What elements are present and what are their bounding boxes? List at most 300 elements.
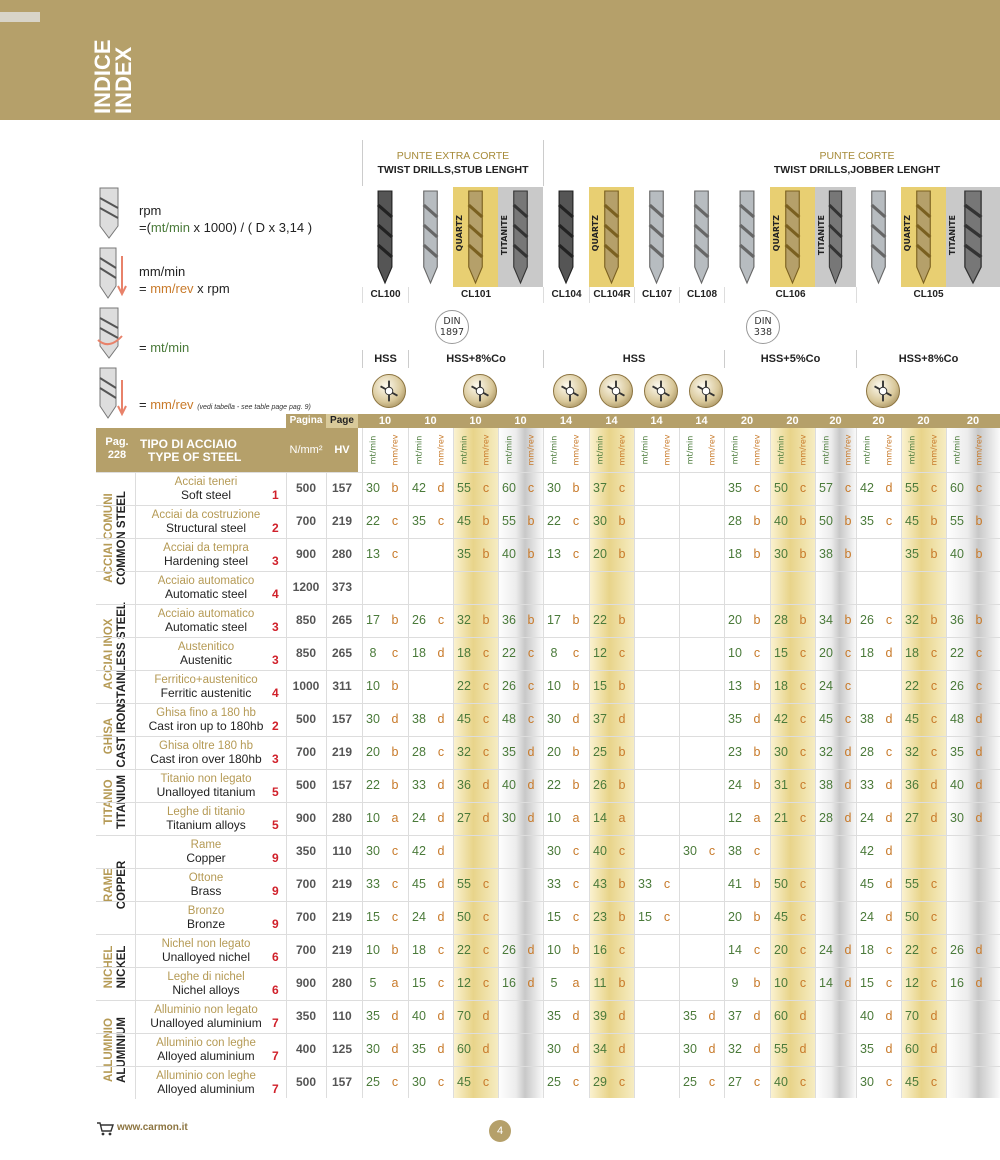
feed-letter: c (930, 943, 938, 957)
speed-cell (362, 538, 408, 571)
speed-cell (453, 769, 498, 802)
feed-letter: c (482, 712, 490, 726)
speed-value: 40 (593, 844, 607, 858)
speed-cell (498, 967, 543, 1000)
speed-cell (589, 934, 634, 967)
steel-name-it: Austenitico (177, 641, 235, 653)
feed-letter: c (930, 877, 938, 891)
feed-letter: c (437, 1075, 445, 1089)
steel-name-en: Austenitic (179, 653, 233, 667)
speed-cell (815, 703, 856, 736)
speed-value: 55 (457, 481, 471, 495)
speed-cell (856, 1066, 901, 1099)
speed-cell (901, 604, 946, 637)
speed-cell (856, 835, 901, 868)
feed-letter: c (930, 679, 938, 693)
speed-cell (770, 736, 815, 769)
page-number: 10 (469, 415, 482, 427)
speed-value: 20 (774, 943, 788, 957)
drill-image (679, 187, 724, 287)
page-number: 14 (650, 415, 663, 427)
feed-letter: c (618, 481, 626, 495)
drill-image (724, 187, 770, 287)
mtmin-subheader: mt/min (952, 435, 962, 465)
speed-value: 60 (774, 1009, 788, 1023)
feed-letter: d (437, 910, 445, 924)
speed-value: 12 (593, 646, 607, 660)
speed-value: 38 (412, 712, 426, 726)
feed-letter: c (527, 646, 535, 660)
feed-letter: d (482, 811, 490, 825)
pagina-label: Pagina (289, 415, 323, 426)
speed-cell (946, 802, 1000, 835)
feed-letter: c (618, 1075, 626, 1089)
speed-cell (453, 637, 498, 670)
speed-cell (589, 1066, 634, 1099)
speed-value: 45 (412, 877, 426, 891)
feed-letter: b (975, 514, 983, 528)
speed-value: 24 (819, 943, 833, 957)
speed-value: 27 (457, 811, 471, 825)
mtmin-subheader: mt/min (368, 435, 378, 465)
speed-value: 22 (502, 646, 516, 660)
steel-group-label: RAME COPPER (96, 835, 136, 934)
speed-cell (770, 934, 815, 967)
mtmin-subheader: mt/min (414, 435, 424, 465)
hardness-value: 110 (332, 1009, 352, 1023)
speed-value: 24 (412, 910, 426, 924)
feed-letter: d (885, 877, 893, 891)
speed-cell (543, 637, 589, 670)
code-cl105: CL105 (856, 287, 1000, 303)
speed-value: 33 (547, 877, 561, 891)
speed-value: 55 (905, 877, 919, 891)
feed-letter: d (885, 844, 893, 858)
speed-value: 55 (502, 514, 516, 528)
speed-value: 43 (593, 877, 607, 891)
speed-cell (856, 1000, 901, 1033)
speed-cell (770, 538, 815, 571)
speed-value: 23 (593, 910, 607, 924)
hardness-value: 280 (331, 547, 353, 561)
speed-cell (362, 868, 408, 901)
steel-group-label: NICHEL NICKEL (96, 934, 136, 1000)
speed-value: 13 (547, 547, 561, 561)
steel-name-en: Automatic steel (164, 587, 248, 601)
feed-letter: b (975, 547, 983, 561)
drill-tip-icon (372, 374, 406, 408)
feed-letter: c (482, 679, 490, 693)
speed-value: 32 (728, 1042, 742, 1056)
feed-letter: d (527, 745, 535, 759)
feed-letter: b (618, 514, 626, 528)
tensile-value: 700 (295, 910, 317, 924)
speed-value: 28 (860, 745, 874, 759)
feed-letter: d (482, 1009, 490, 1023)
speed-cell (856, 604, 901, 637)
speed-cell (901, 637, 946, 670)
speed-cell (856, 967, 901, 1000)
speed-cell (453, 802, 498, 835)
steel-name-it: Acciai da tempra (163, 542, 249, 554)
feed-letter: b (844, 547, 852, 561)
speed-value: 20 (728, 910, 742, 924)
feed-letter: d (527, 976, 535, 990)
speed-cell (724, 505, 770, 538)
page-number: 14 (695, 415, 708, 427)
mmrev-subheader: mm/rev (974, 434, 984, 466)
speed-cell (362, 1000, 408, 1033)
feed-letter: c (930, 481, 938, 495)
speed-value: 40 (860, 1009, 874, 1023)
steel-group-label: TITANIO TITANIUM (96, 769, 136, 835)
speed-value: 30 (593, 514, 607, 528)
speed-value: 17 (366, 613, 380, 627)
feed-letter: c (799, 679, 807, 693)
page-number: 14 (559, 415, 573, 427)
speed-cell (770, 604, 815, 637)
speed-cell (589, 769, 634, 802)
speed-value: 30 (547, 1042, 561, 1056)
feed-letter: c (799, 976, 807, 990)
table-header-hv: HV (326, 428, 358, 472)
speed-value: 60 (905, 1042, 919, 1056)
feed-letter: c (975, 481, 983, 495)
speed-value: 30 (412, 1075, 426, 1089)
feed-letter: d (391, 1009, 399, 1023)
speed-value: 32 (905, 613, 919, 627)
feed-letter: b (391, 679, 399, 693)
steel-page-ref: 3 (272, 620, 279, 634)
feed-letter: d (799, 1042, 807, 1056)
speed-cell (453, 505, 498, 538)
feed-letter: d (437, 877, 445, 891)
mmrev-subheader: mm/rev (481, 434, 491, 466)
speed-value: 50 (819, 514, 833, 528)
speed-cell (724, 769, 770, 802)
speed-cell (724, 802, 770, 835)
hardness-value: 280 (331, 811, 353, 825)
feed-letter: c (527, 712, 535, 726)
feed-letter: a (618, 811, 626, 825)
tensile-value: 500 (295, 1075, 317, 1089)
material-hss8co-1: HSS+8%Co (408, 350, 543, 368)
speed-value: 45 (457, 1075, 471, 1089)
speed-cell (362, 505, 408, 538)
speed-cell (946, 967, 1000, 1000)
speed-cell (770, 868, 815, 901)
steel-name-en: Automatic steel (164, 620, 248, 634)
feed-letter: d (527, 943, 535, 957)
speed-value: 26 (950, 679, 964, 693)
feed-letter: c (930, 1075, 938, 1089)
speed-cell (543, 1000, 589, 1033)
speed-cell (589, 604, 634, 637)
feed-letter: c (572, 514, 580, 528)
speed-cell (453, 934, 498, 967)
page-label: Page (326, 414, 358, 428)
drill-image (362, 187, 408, 287)
steel-name-en: Cast iron over 180hb (150, 752, 262, 766)
drill-tip-icon (644, 374, 678, 408)
speed-cell (453, 472, 498, 505)
drill-tip-icon (866, 374, 900, 408)
feed-letter: a (391, 811, 399, 825)
feed-letter: c (799, 811, 807, 825)
steel-page-ref: 9 (272, 917, 279, 931)
speed-cell (679, 1000, 724, 1033)
code-cl104: CL104 (543, 287, 589, 303)
speed-value: 14 (593, 811, 607, 825)
footer-website[interactable]: www.carmon.it (117, 1122, 188, 1133)
speed-value: 40 (502, 547, 516, 561)
steel-page-ref: 4 (272, 587, 279, 601)
speed-value: 36 (457, 778, 471, 792)
speed-value: 38 (860, 712, 874, 726)
speed-value: 15 (412, 976, 426, 990)
feed-letter: b (572, 481, 580, 495)
speed-cell (589, 538, 634, 571)
feed-letter: c (391, 844, 399, 858)
speed-value: 15 (547, 910, 561, 924)
speed-cell (856, 637, 901, 670)
speed-value: 33 (412, 778, 426, 792)
speed-value: 35 (547, 1009, 561, 1023)
feed-letter: c (799, 646, 807, 660)
feed-letter: d (975, 976, 983, 990)
speed-value: 33 (366, 877, 380, 891)
speed-cell (408, 1033, 453, 1066)
speed-value: 16 (593, 943, 607, 957)
table-header-nmm: N/mm² (286, 428, 326, 472)
steel-group-label: ALLUMINIO ALUMINIUM (96, 1000, 136, 1099)
speed-value: 30 (683, 844, 697, 858)
steel-name-en: Bronze (186, 917, 226, 931)
speed-cell (589, 1000, 634, 1033)
mmrev-subheader: mm/rev (707, 434, 717, 466)
speed-cell (453, 1033, 498, 1066)
code-cl107: CL107 (634, 287, 679, 303)
speed-cell (362, 670, 408, 703)
speed-value: 35 (412, 1042, 426, 1056)
feed-letter: b (844, 613, 852, 627)
speed-value: 55 (774, 1042, 788, 1056)
speed-value: 18 (860, 646, 874, 660)
speed-cell (724, 703, 770, 736)
speed-value: 50 (457, 910, 471, 924)
feed-letter: c (799, 1075, 807, 1089)
hardness-value: 157 (331, 712, 353, 726)
speed-cell (901, 967, 946, 1000)
feed-letter: c (753, 844, 761, 858)
speed-value: 9 (731, 976, 739, 990)
speed-value: 18 (412, 943, 426, 957)
speed-cell (815, 505, 856, 538)
speed-cell (453, 604, 498, 637)
feed-letter: b (572, 943, 580, 957)
feed-letter: d (437, 844, 445, 858)
speed-value: 23 (728, 745, 742, 759)
speed-value: 31 (774, 778, 788, 792)
speed-cell (724, 934, 770, 967)
feed-letter: b (482, 514, 490, 528)
speed-value: 13 (728, 679, 742, 693)
feed-letter: c (572, 1075, 580, 1089)
speed-cell (543, 505, 589, 538)
feed-letter: d (708, 1042, 716, 1056)
speed-cell (408, 604, 453, 637)
cart-icon (96, 1122, 114, 1136)
feed-letter: d (437, 778, 445, 792)
speed-value: 32 (457, 745, 471, 759)
speed-value: 22 (905, 679, 919, 693)
titanite-label: TITANITE (500, 215, 509, 256)
speed-value: 55 (457, 877, 471, 891)
speed-cell (453, 703, 498, 736)
speed-cell (856, 505, 901, 538)
feed-letter: d (844, 745, 852, 759)
drill-tip-icon (553, 374, 587, 408)
drill-image (856, 187, 901, 287)
code-cl101: CL101 (408, 287, 543, 303)
feed-letter: b (527, 613, 535, 627)
speed-value: 28 (728, 514, 742, 528)
speed-value: 15 (638, 910, 652, 924)
speed-value: 15 (774, 646, 788, 660)
feed-letter: c (753, 1075, 761, 1089)
speed-value: 42 (774, 712, 788, 726)
speed-cell (946, 538, 1000, 571)
speed-cell (408, 934, 453, 967)
hardness-value: 125 (331, 1042, 353, 1056)
speed-cell (901, 769, 946, 802)
feed-letter: d (975, 712, 983, 726)
speed-value: 40 (774, 1075, 788, 1089)
speed-value: 60 (457, 1042, 471, 1056)
feed-letter: c (437, 613, 445, 627)
mtmin-subheader: mt/min (862, 435, 872, 465)
speed-cell (946, 934, 1000, 967)
feed-letter: c (930, 712, 938, 726)
mtmin-subheader: mt/min (730, 435, 740, 465)
speed-value: 10 (366, 811, 380, 825)
speed-value: 30 (547, 481, 561, 495)
feed-letter: d (437, 481, 445, 495)
feed-letter: c (482, 745, 490, 759)
feed-letter: b (618, 778, 626, 792)
steel-name-it: Acciaio automatico (157, 608, 255, 620)
page-number: 20 (786, 415, 799, 427)
feed-letter: c (799, 877, 807, 891)
formula-mmmin: mm/min = mm/rev x rpm (139, 264, 230, 296)
speed-value: 10 (366, 679, 380, 693)
speed-cell (498, 769, 543, 802)
feed-letter: b (799, 514, 807, 528)
page-number: 14 (605, 415, 618, 427)
speed-value: 48 (502, 712, 516, 726)
speed-value: 40 (950, 547, 964, 561)
feed-letter: a (572, 976, 580, 990)
speed-cell (856, 802, 901, 835)
speed-value: 38 (819, 547, 833, 561)
tensile-value: 350 (295, 844, 317, 858)
steel-name-it: Ferritico+austenitico (154, 674, 258, 686)
speed-cell (815, 538, 856, 571)
feed-letter: b (572, 613, 580, 627)
feed-letter: c (885, 943, 893, 957)
speed-cell (901, 472, 946, 505)
speed-cell (901, 868, 946, 901)
steel-name-en: Unalloyed aluminium (150, 1016, 262, 1030)
steel-page-ref: 1 (272, 488, 279, 502)
speed-cell (453, 736, 498, 769)
speed-value: 50 (905, 910, 919, 924)
speed-cell (408, 637, 453, 670)
steel-name-it: Ottone (188, 872, 224, 884)
steel-page-ref: 6 (272, 950, 279, 964)
speed-cell (724, 472, 770, 505)
speed-cell (815, 967, 856, 1000)
speed-cell (543, 1033, 589, 1066)
feed-letter: c (391, 910, 399, 924)
feed-letter: d (885, 481, 893, 495)
feed-letter: b (618, 613, 626, 627)
speed-cell (362, 637, 408, 670)
feed-letter: c (930, 646, 938, 660)
speed-value: 32 (905, 745, 919, 759)
speed-value: 38 (728, 844, 742, 858)
speed-cell (589, 736, 634, 769)
feed-letter: c (844, 712, 852, 726)
speed-cell (408, 769, 453, 802)
tensile-value: 350 (295, 1009, 317, 1023)
steel-name-it: Ghisa oltre 180 hb (159, 740, 253, 752)
speed-value: 20 (547, 745, 561, 759)
speed-cell (770, 769, 815, 802)
feed-letter: c (391, 547, 399, 561)
speed-value: 35 (905, 547, 919, 561)
speed-value: 26 (502, 679, 516, 693)
page-number: 20 (917, 415, 930, 427)
feed-letter: b (753, 745, 761, 759)
speed-value: 42 (860, 844, 874, 858)
speed-value: 26 (860, 613, 874, 627)
feed-letter: d (799, 1009, 807, 1023)
speed-value: 26 (593, 778, 607, 792)
speed-cell (946, 472, 1000, 505)
page-number: 10 (378, 415, 392, 427)
feed-letter: b (753, 547, 761, 561)
mmrev-subheader: mm/rev (843, 434, 853, 466)
steel-page-ref: 5 (272, 818, 279, 832)
hardness-value: 157 (331, 481, 353, 495)
drill-feed-icon (96, 246, 128, 304)
speed-cell (770, 703, 815, 736)
feed-letter: c (930, 976, 938, 990)
feed-letter: d (975, 745, 983, 759)
speed-cell (724, 637, 770, 670)
speed-cell (543, 934, 589, 967)
mtmin-subheader: mt/min (640, 435, 650, 465)
speed-value: 30 (774, 745, 788, 759)
feed-letter: c (572, 877, 580, 891)
feed-letter: c (482, 1075, 490, 1089)
steel-name-en: Alloyed aluminium (157, 1082, 255, 1096)
speed-value: 37 (728, 1009, 742, 1023)
mmrev-subheader: mm/rev (798, 434, 808, 466)
speed-cell (362, 934, 408, 967)
feed-letter: b (572, 679, 580, 693)
